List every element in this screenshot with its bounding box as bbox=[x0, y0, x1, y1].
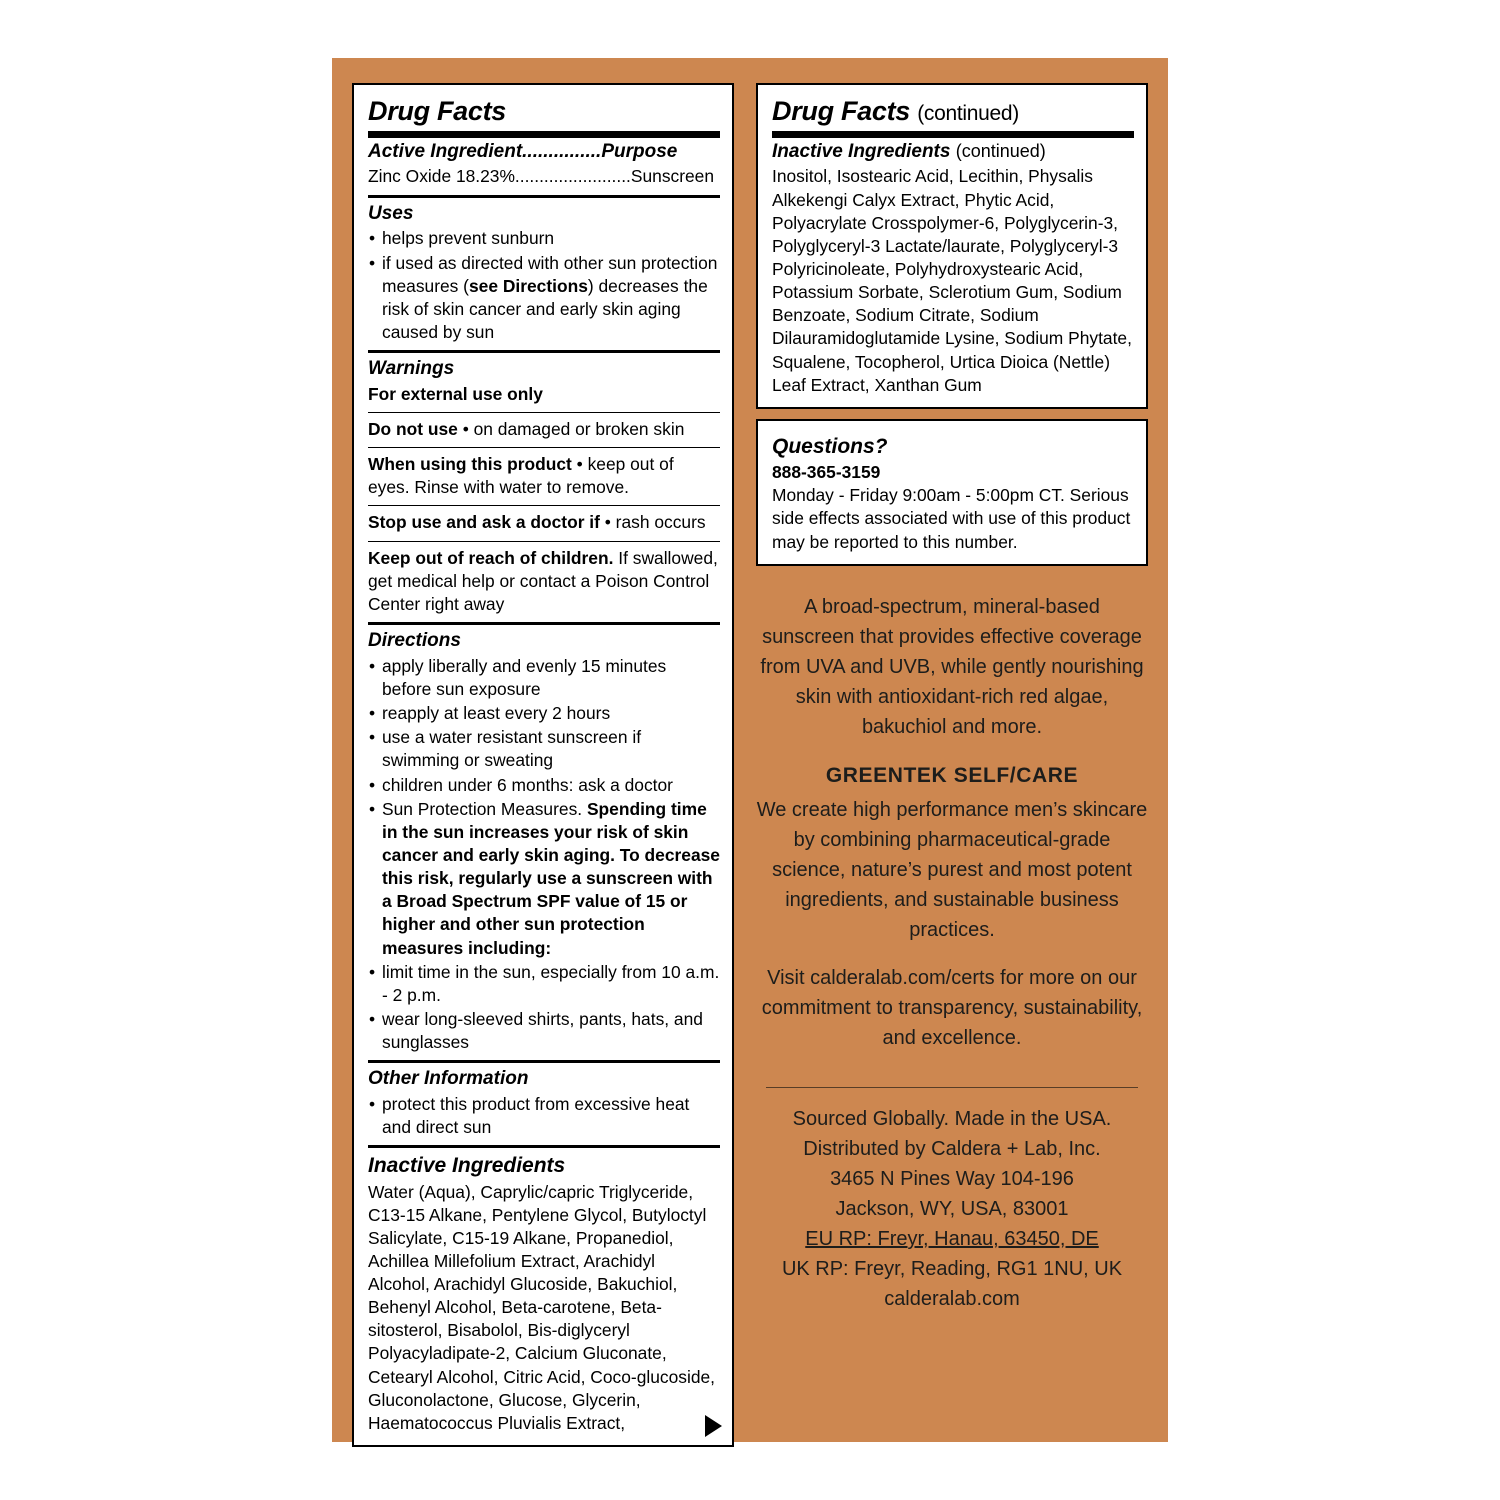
inactive-ingredients-heading-continued bbox=[772, 141, 1134, 164]
warnings-heading: Warnings bbox=[368, 358, 455, 380]
questions-panel bbox=[756, 419, 1148, 566]
warning-entry-text: • rash occurs bbox=[599, 512, 706, 533]
questions-hours: Monday - Friday 9:00am - 5:00pm CT. Serious side effects associated with use of this product may be reported to this number. bbox=[772, 485, 1131, 552]
directions-heading: Directions bbox=[368, 630, 461, 652]
warning-entry-label: Keep out of reach of children. bbox=[368, 547, 614, 568]
divider-medium bbox=[368, 350, 720, 353]
directions-subitem: • wear long-sleeved shirts, pants, hats, and sunglasses bbox=[368, 1008, 720, 1054]
uses-item: • if used as directed with other sun protection measures (see Directions) decreases the risk of skin cancer and early skin aging caused by sun bbox=[368, 252, 720, 345]
questions-heading: Questions? bbox=[772, 434, 888, 458]
see-directions-bold: see Directions bbox=[468, 275, 588, 296]
divider-thick bbox=[772, 131, 1134, 138]
divider-medium bbox=[368, 1145, 720, 1148]
drug-facts-panel-left bbox=[352, 83, 734, 1447]
certs-copy: Visit calderalab.com/certs for more on our commitment to transparency, sustainability, and excellence. bbox=[761, 967, 1143, 1050]
inactive-continued-marker: (continued) bbox=[955, 140, 1046, 161]
eu-rp-line: EU RP: Freyr, Hanau, 63450, DE bbox=[805, 1228, 1099, 1251]
warning-entry bbox=[368, 453, 720, 499]
marketing-description: A broad-spectrum, mineral-based sunscreen that provides effective coverage from UVA and UVB, while gently nourishing skin with antioxidant-rich red algae, bakuchiol and more. bbox=[760, 595, 1144, 738]
warning-entry-text: • on damaged or broken skin bbox=[457, 419, 685, 440]
directions-item: • apply liberally and evenly 15 minutes before sun exposure bbox=[368, 655, 720, 701]
left-column bbox=[352, 83, 734, 1433]
sun-protection-label: Sun Protection Measures. bbox=[382, 798, 583, 819]
right-triangle-icon bbox=[705, 1415, 722, 1437]
drug-facts-title-continued bbox=[772, 97, 1134, 127]
inactive-ingredients-heading: Inactive Ingredients bbox=[368, 1154, 566, 1178]
brand-heading: GREENTEK SELF/CARE bbox=[825, 763, 1079, 787]
uk-rp-line: UK RP: Freyr, Reading, RG1 1NU, UK bbox=[781, 1258, 1123, 1281]
questions-phone[interactable]: 888-365-3159 bbox=[772, 462, 881, 483]
warning-entry-label: Do not use bbox=[368, 419, 458, 440]
warning-entry-label: Stop use and ask a doctor if bbox=[368, 512, 600, 533]
warning-entry-text: • keep out of eyes. Rinse with water to remove. bbox=[368, 454, 674, 498]
warning-entry bbox=[368, 547, 720, 616]
footer-line: Jackson, WY, USA, 83001 bbox=[835, 1198, 1069, 1221]
marketing-copy bbox=[756, 592, 1148, 1072]
label-columns bbox=[332, 58, 1168, 1442]
brand-copy: We create high performance men’s skincare by combining pharmaceutical-grade science, nature’s purest and most potent ingredients, and sustainable business practices. bbox=[756, 799, 1148, 942]
divider-thin bbox=[368, 447, 720, 448]
external-use-text: For external use only bbox=[368, 383, 543, 404]
directions-list bbox=[368, 655, 720, 1054]
footer-divider bbox=[766, 1087, 1138, 1088]
active-ingredient-heading: Active Ingredient...............Purpose bbox=[368, 140, 678, 162]
inactive-ingredients-text-continued: Inositol, Isostearic Acid, Lecithin, Physalis Alkekengi Calyx Extract, Phytic Acid, Polyacrylate Crosspolymer-6, Polyglycerin-3, Polyglyceryl-3 Lactate/laurate, Polyglyceryl-3 Polyricinoleate, Polyhydroxystearic Acid, Potassium Sorbate, Sclerotium Gum, Sodium Benzoate, Sodium Citrate, Sodium Dilauramidoglutamide Lysine, Sodium Phytate, Squalene, Tocopherol, Urtica Dioica (Nettle) Leaf Extract, Xanthan Gum bbox=[772, 166, 1132, 395]
drug-facts-panel-right bbox=[756, 83, 1148, 409]
footer-address bbox=[756, 1104, 1148, 1314]
warning-entry-label: When using this product bbox=[368, 454, 572, 475]
inactive-heading-text: Inactive Ingredients bbox=[772, 140, 951, 162]
right-column bbox=[756, 83, 1148, 1422]
active-ingredient-line: Zinc Oxide 18.23%........................Sunscreen bbox=[368, 166, 715, 187]
footer-line: 3465 N Pines Way 104-196 bbox=[830, 1168, 1074, 1191]
uses-item: • helps prevent sunburn bbox=[368, 227, 720, 250]
divider-thin bbox=[368, 412, 720, 413]
warning-entry bbox=[368, 511, 720, 534]
warning-entry-text: If swallowed, get medical help or contact a Poison Control Center right away bbox=[368, 547, 718, 614]
uses-list bbox=[368, 227, 720, 344]
footer-line: Sourced Globally. Made in the USA. bbox=[792, 1108, 1112, 1131]
other-information-heading: Other Information bbox=[368, 1068, 529, 1090]
directions-sun-protection bbox=[368, 798, 720, 960]
drug-facts-title: Drug Facts bbox=[368, 96, 507, 126]
divider-medium bbox=[368, 195, 720, 198]
inactive-ingredients-text: Water (Aqua), Caprylic/capric Triglyceride, C13-15 Alkane, Pentylene Glycol, Butyloctyl Salicylate, C15-19 Alkane, Propanediol, Achillea Millefolium Extract, Arachidyl Alcohol, Arachidyl Glucoside, Bakuchiol, Behenyl Alcohol, Beta-carotene, Beta-sitosterol, Bisabolol, Bis-diglyceryl Polyacyladipate-2, Calcium Gluconate, Cetearyl Alcohol, Citric Acid, Coco-glucoside, Gluconolactone, Glucose, Glycerin, Haematococcus Pluvialis Extract, bbox=[368, 1181, 715, 1433]
sun-protection-bold: Spending time in the sun increases your risk of skin cancer and early skin aging. To decrease this risk, regularly use a sunscreen with a Broad Spectrum SPF value of 15 or higher and other sun protection measures including: bbox=[382, 798, 720, 958]
website-line[interactable]: calderalab.com bbox=[884, 1288, 1020, 1311]
right-column-spacer bbox=[756, 1314, 1148, 1422]
other-information-list bbox=[368, 1093, 720, 1139]
divider-thin bbox=[368, 541, 720, 542]
directions-item: • children under 6 months: ask a doctor bbox=[368, 774, 720, 797]
footer-line: Distributed by Caldera + Lab, Inc. bbox=[803, 1138, 1101, 1161]
divider-thick bbox=[368, 131, 720, 138]
uses-heading: Uses bbox=[368, 202, 414, 224]
continued-marker: (continued) bbox=[917, 102, 1019, 125]
other-information-item: • protect this product from excessive heat and direct sun bbox=[368, 1093, 720, 1139]
divider-medium bbox=[368, 622, 720, 625]
warning-entry bbox=[368, 418, 720, 441]
directions-subitem: • limit time in the sun, especially from 10 a.m. - 2 p.m. bbox=[368, 961, 720, 1007]
divider-medium bbox=[368, 1060, 720, 1063]
divider-thin bbox=[368, 505, 720, 506]
directions-item: • use a water resistant sunscreen if swimming or sweating bbox=[368, 726, 720, 772]
directions-item: • reapply at least every 2 hours bbox=[368, 702, 720, 725]
drug-facts-title-text: Drug Facts bbox=[772, 96, 911, 126]
